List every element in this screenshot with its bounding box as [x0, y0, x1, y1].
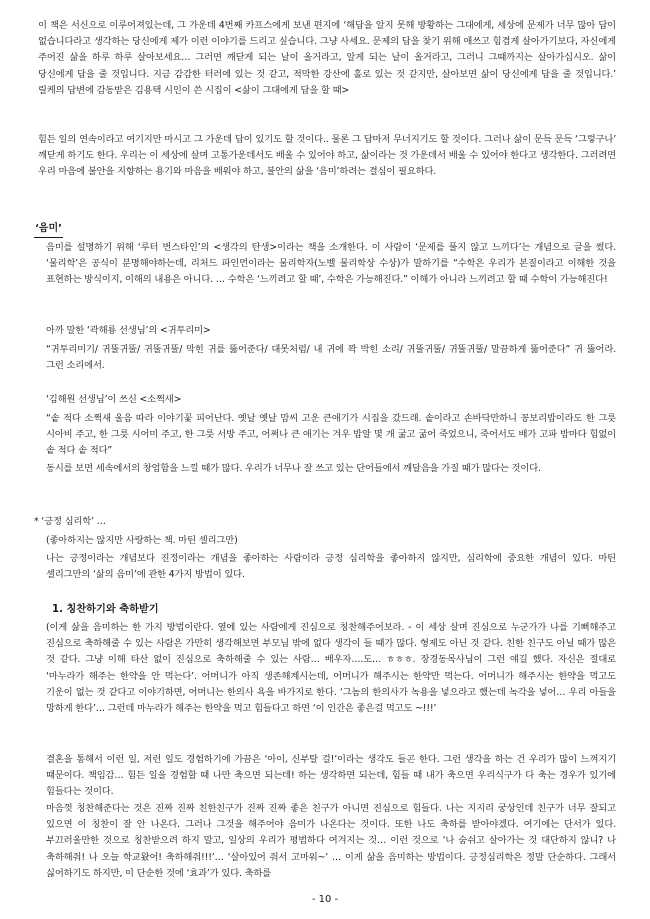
- note-positive-psychology: * ‘긍정 심리학’ …: [34, 516, 106, 527]
- page-number: - 10 -: [311, 894, 339, 905]
- poem-title-owl: ‘김해원 선생님’이 쓰신 <소쩍새>: [46, 394, 182, 405]
- paragraph-celebration: 마음껏 칭찬해준다는 것은 진짜 진짜 친한친구가 진짜 진짜 좋은 친구가 아니면 진심으로 힘들다. 나는 지지리 궁상인데 친구가 너무 잘되고 있으면 이 칭찬이 잘 안 나온다. 그러나 그것을 해주어야 음미가 나온다는 것이다. 또한 나도 축하를 받아야겠다. 여기에는 단서가 있다. 부끄러울만한 것으로 칭찬받으려 하지 말고, 일상의 우리가 평범하다 여겨지는 것… 이런 것으로 ‘나 숨쉬고 살아가는 것 대단하지 않니? 나 축하해줘! 나 오늘 학교왔어! 축하해줘!!!’… ‘살아있어 줘서 고마워~’ … 이게 삶을 음미하는 방법이다. 긍정심리학은 정말 단순하다. 그래서 싫어하기도 하지만, 이 단순한 것에 ‘효과’가 있다. 축하를: [46, 803, 616, 879]
- poem-text-cricket: “귀투리미기/ 귀뚤귀뚤/ 귀뚤귀뚤/ 막힌 귀를 뚫어준다/ 대못처럼/ 내 귀에 꽉 박힌 소리/ 귀뚤귀뚤/ 귀뚤귀뚤/ 말끔하게 뚫어준다” 귀 뚫어라. 그런 소리에서.: [46, 344, 616, 372]
- paragraph-marriage: 결혼을 통해서 이런 일, 저런 일도 경험하기에 가끔은 ‘아이, 신부탈 걸!’이라는 생각도 들곤 한다. 그런 생각을 하는 건 우리가 많이 느껴지기 때문이다. 책임감… 힘든 일을 경험할 때 나만 축으면 되는데! 하는 생각하면 되는데, 힘들 때 내가 축으면 우리식구가 다 축는 경우가 있기에 힘들다는 것이다.: [46, 754, 616, 798]
- paragraph-intro-letter: 이 책은 서신으로 이루어져있는데, 그 가운데 4번째 카프스에게 보낸 편지에 ‘해답을 알지 못해 방황하는 그대에게, 세상에 문제가 너무 많아 답이 없습니다라고 생각하는 당신에게 제가 이런 이야기를 드리고 싶습니다. 그냥 사세요. 문제의 답을 찾기 위해 애쓰고 힘겹게 살아가기보다, 자신에게 주어진 삶을 하루 하루 살아보세요… 그러면 깨닫게 되는 날이 올거라고, 알게 되는 날이 올거라고, 그러니 그때까지는 살아가십시오. 삶이 당신에게 답을 줄 것입니다. 지금 감감한 터러에 있는 것 같고, 적막한 강산에 홀로 있는 것 같지만, 살아보면 삶이 당신에게 답을 줄 것입니다.’ 릴케의 답변에 감동받은 김용택 시인이 쓴 시집이 <삶이 그대에게 답을 할 때>: [38, 20, 616, 96]
- method-heading-praise: 1. 칭찬하기와 축하받기: [52, 604, 159, 615]
- poem-title-cricket: 아까 말한 ‘곽해룡 선생님’의 <귀투리미>: [46, 325, 211, 336]
- paragraph-book-note: (좋아하지는 않지만 사랑하는 책. 마틴 셀리그만): [46, 535, 238, 546]
- paragraph-poem-reflection: 동시를 보면 세속에서의 창엄함을 느낄 때가 많다. 우리가 너무나 잘 쓰고 있는 단어들에서 깨달음을 가질 때가 많다는 것이다.: [46, 463, 541, 474]
- paragraph-praise-method: (이게 삶을 음미하는 한 가지 방법이란다. 옆에 있는 사람에게 진심으로 칭찬해주어보라. - 이 세상 살며 진심으로 누군가가 나를 기뻐해주고 진심으로 축하해줄 수 있는 사람은 가만히 생각해보면 부모님 밖에 없다 생각이 들 때가 많다. 형제도 아닌 것 같다. 친한 친구도 아닐 때가 많은 것 같다. 그냥 이해 타산 없이 진심으로 축하해줄 수 있는 사람… 배우자….도… ㅎㅎㅎ. 장경동목사님이 그런 얘길 했다. 자신은 절대로 ‘마누라가 해주는 한약을 안 먹는다’. 어머니가 아직 생존해계시는데, 어머니가 해주시는 한약만 먹는다. 어머니가 해주시는 한약을 먹고도 기운이 없는 것 같다고 이야기하면, 어머니는 한의사 욕을 바가지로 한다. ‘그놈의 한의사가 녹용을 넣으라고 했는데 녹각을 넣어… 우리 아들을 망하게 한다’… 그런데 마누라가 해주는 한약을 먹고 힘들다고 하면 ‘이 인간은 좋은걸 먹고도 ~!!!’: [46, 622, 616, 715]
- poem-text-owl: “솥 적다 소쩍새 울음 따라 이야기꽃 피어난다. 옛날 옛날 맘씨 고운 큰애기가 시집을 갔드래. 솥이라고 손바닥만하니 꽁보리밥이라도 한 그릇 시아비 주고, 한 그릇 시어미 주고, 한 그릇 서방 주고, 어쩌나 큰 애기는 겨우 밥알 몇 개 굶고 굶어 죽었으니, 죽어서도 배가 고파 밤마다 힘없이 솥 적다 솥 적다”: [46, 413, 616, 457]
- paragraph-life-answer: 힘든 일의 연속이라고 여기지만 마시고 그 가운데 답이 있기도 할 것이다.. 물론 그 답마저 무너지기도 할 것이다. 그러나 삶이 문득 문득 ‘그렇구나’ 깨닫게 하기도 한다. 우리는 이 세상에 살며 고통가운데서도 배울 수 있어야 하고, 삶이라는 것 가운데서 배울 수 있어야 한다고 생각한다. 그러려면 우리 마음에 불안을 지향하는 용기와 마음을 배워야 하고, 불안의 삶을 ‘음미’하려는 결심이 필요하다.: [38, 134, 616, 178]
- section-heading-savor: ‘음미’: [34, 221, 63, 238]
- paragraph-seligman: 나는 긍정이라는 개념보다 진정이라는 개념을 좋아하는 사람이라 긍정 심리학을 좋아하지 않지만, 심리학에 중요한 개념이 있다. 마틴 셀리그만의 ‘삶의 음미’에 관한 4가지 방법이 있다.: [46, 553, 616, 581]
- paragraph-savor-explanation: 음미를 설명하기 위해 ‘루터 번스타인’의 <생각의 탄생>이라는 책을 소개한다. 이 사람이 ‘문제를 풀지 않고 느끼다’는 개념으로 글을 썼다. ‘물리학’은 공식이 분명해야하는데, 리처드 파인먼이라는 물리학자(노벨 물리학상 수상)가 말하기를 “수학은 우리가 본질이라고 이해한 것을 표현하는 방식이지, 이해의 내용은 아니다. … 수학은 ‘느끼려고 할 때’, 수학은 가능해진다.” 이해가 아니라 느끼려고 할 때 수학이 가능해진다!: [46, 242, 616, 286]
